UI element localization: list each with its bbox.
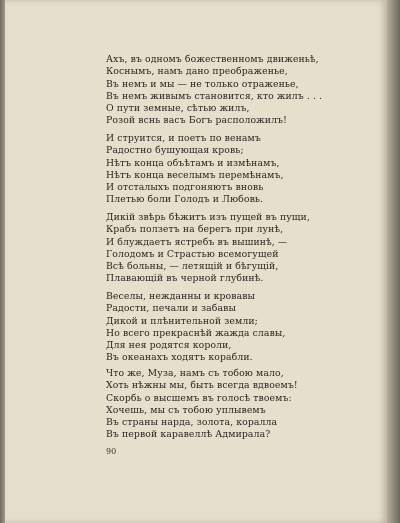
poem-line: Дикій звѣрь бѣжитъ изъ пущей въ пущи, [106, 212, 310, 223]
poem-line: Коснымъ, намъ дано преображенье, [106, 66, 288, 78]
poem-line: О пути земные, сѣтью жилъ, [106, 103, 250, 115]
poem-line: Розой вснь васъ Богъ расположилъ! [106, 115, 287, 127]
stanza-1 [106, 54, 376, 128]
poem-line: Но всего прекраснѣй жажда славы, [106, 327, 286, 339]
poem-line: Хочешь, мы съ тобою уплывемъ [106, 404, 266, 416]
poem-line: Всѣ больны, — летящій и бѣгущій, [106, 261, 279, 273]
poem-line: Дикой и плѣнительной земли; [106, 315, 258, 327]
stanza-5 [106, 368, 376, 442]
poem-line: Хоть нѣжны мы, быть всегда вдвоемъ! [106, 380, 298, 392]
poem-line: И струится, и поетъ по венамъ [106, 133, 261, 144]
stanza-2 [106, 133, 376, 207]
poem-line: Скорбь о высшемъ въ голосѣ твоемъ: [106, 392, 292, 404]
poem-line: Нѣтъ конца веселымъ перемѣнамъ, [106, 169, 284, 181]
poem-line: Крабъ ползетъ на берегъ при лунѣ, [106, 224, 284, 236]
page-number: 90 [106, 447, 117, 456]
poem-line: Нѣтъ конца объѣтамъ и измѣнамъ, [106, 157, 280, 169]
poem-line: Плетью боли Голодъ и Любовь. [106, 194, 264, 206]
poem-line: Въ немъ и мы — не только отраженье, [106, 78, 299, 90]
stanza-4 [106, 291, 376, 365]
scan-right-edge [387, 0, 400, 523]
poem-line: Плавающій въ черной глубинѣ. [106, 273, 264, 285]
poem-line: Въ немъ живымъ становится, кто жилъ . . . [106, 90, 323, 102]
poem-line: Въ первой каравеллѣ Адмирала? [106, 429, 271, 441]
poem-line: Для нея родятся короли, [106, 340, 232, 352]
poem-line: И блуждаетъ ястребъ въ вышинѣ, — [106, 236, 288, 248]
poem-line: Ахъ, въ одномъ божественномъ движеньѣ, [106, 54, 319, 65]
poem-line: Веселы, нежданны и кровавы [106, 291, 256, 302]
poem-line: Голодомъ и Страстью всемогущей [106, 248, 279, 260]
poem-line: Въ океанахъ ходятъ корабли. [106, 352, 253, 364]
poem-line: Что же, Муза, намъ съ тобою мало, [106, 368, 284, 379]
stanza-3 [106, 212, 376, 286]
poem-line: Радостно бушующая кровь; [106, 145, 244, 157]
poem-line: Радости, печали и забавы [106, 303, 236, 315]
poem-line: И отсталыхъ подгоняютъ вновь [106, 182, 264, 194]
poem-line: Въ страны нарда, золота, коралла [106, 417, 278, 429]
